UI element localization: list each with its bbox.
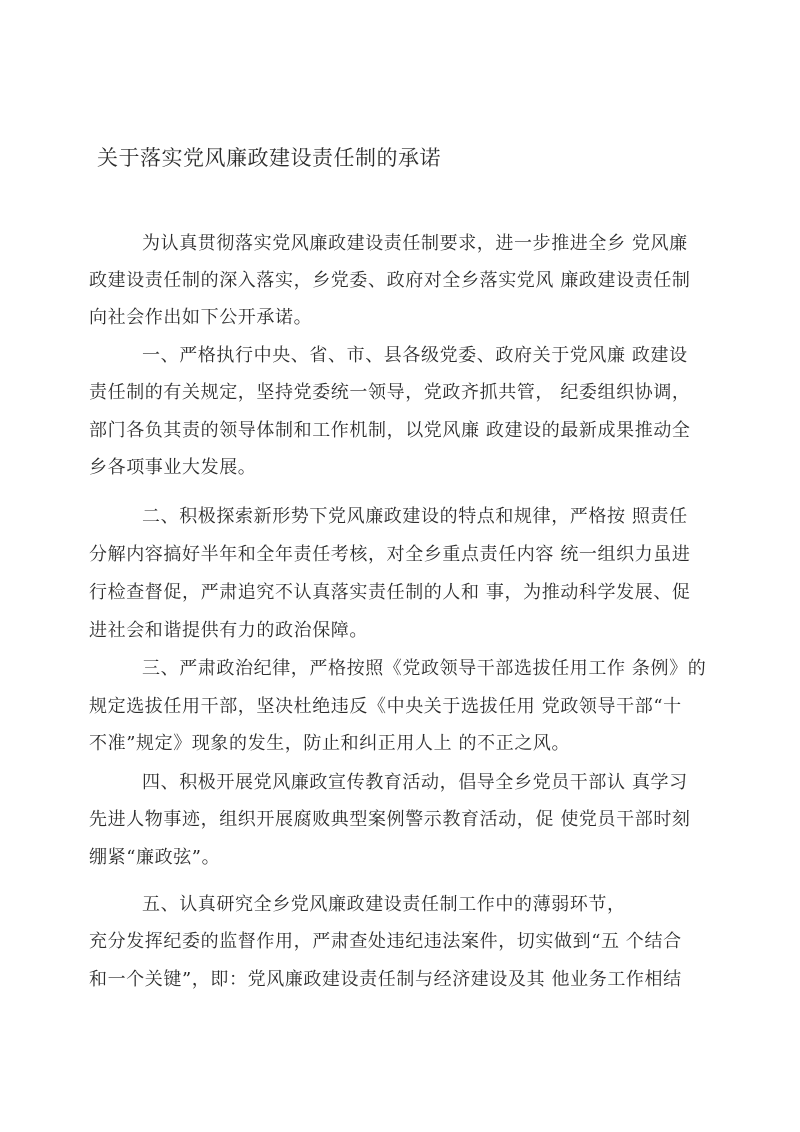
paragraph-line: 和一个关键”，即：党风廉政建设责任制与经济建设及其 他业务工作相结 — [89, 969, 682, 990]
paragraph-line: 五、认真研究全乡党风廉政建设责任制工作中的薄弱环节， — [142, 894, 626, 915]
paragraph-line: 分解内容搞好半年和全年责任考核，对全乡重点责任内容 统一组织力虽进 — [89, 544, 691, 565]
paragraph-line: 为认真贯彻落实党风廉政建设责任制要求，进一步推进全乡 党风廉 — [142, 233, 688, 254]
paragraph-line: 不准”规定》现象的发生，防止和纠正用人上 的不正之风。 — [89, 733, 571, 754]
paragraph-line: 进社会和谐提供有力的政治保障。 — [89, 620, 368, 641]
document-title: 关于落实党风廉政建设责任制的承诺 — [97, 146, 441, 170]
paragraph-line: 乡各项事业大发展。 — [89, 457, 257, 478]
paragraph-line: 先进人物事迹，组织开展腐败典型案例警示教育活动，促 使党员干部时刻 — [89, 809, 691, 830]
paragraph-line: 政建设责任制的深入落实，乡党委、政府对全乡落实党风 廉政建设责任制 — [89, 270, 691, 291]
paragraph-line: 三、严肃政治纪律，严格按照《党政领导干部选拔任用工作 条例》的 — [142, 658, 707, 679]
paragraph-line: 责任制的有关规定，坚持党委统一领导，党政齐抓共管， 纪委组织协调， — [89, 382, 691, 403]
paragraph-line: 向社会作出如下公开承诺。 — [89, 307, 313, 328]
paragraph-line: 部门各负其责的领导体制和工作机制，以党风廉 政建设的最新成果推动全 — [89, 420, 691, 441]
paragraph-line: 行检查督促，严肃追究不认真落实责任制的人和 事，为推动科学发展、促 — [89, 582, 691, 603]
paragraph-line: 一、严格执行中央、省、市、县各级党委、政府关于党风廉 政建设 — [142, 345, 688, 366]
paragraph-line: 二、积极探索新形势下党风廉政建设的特点和规律，严格按 照责任 — [142, 506, 688, 527]
paragraph-line: 四、积极开展党风廉政宣传教育活动，倡导全乡党员干部认 真学习 — [142, 772, 688, 793]
paragraph-line: 绷紧“廉政弦”。 — [89, 847, 221, 868]
paragraph-line: 规定选拔任用干部，坚决杜绝违反《中央关于选拔任用 党政领导干部“十 — [89, 696, 682, 717]
paragraph-line: 充分发挥纪委的监督作用，严肃查处违纪违法案件，切实做到“五 个结合 — [89, 931, 682, 952]
